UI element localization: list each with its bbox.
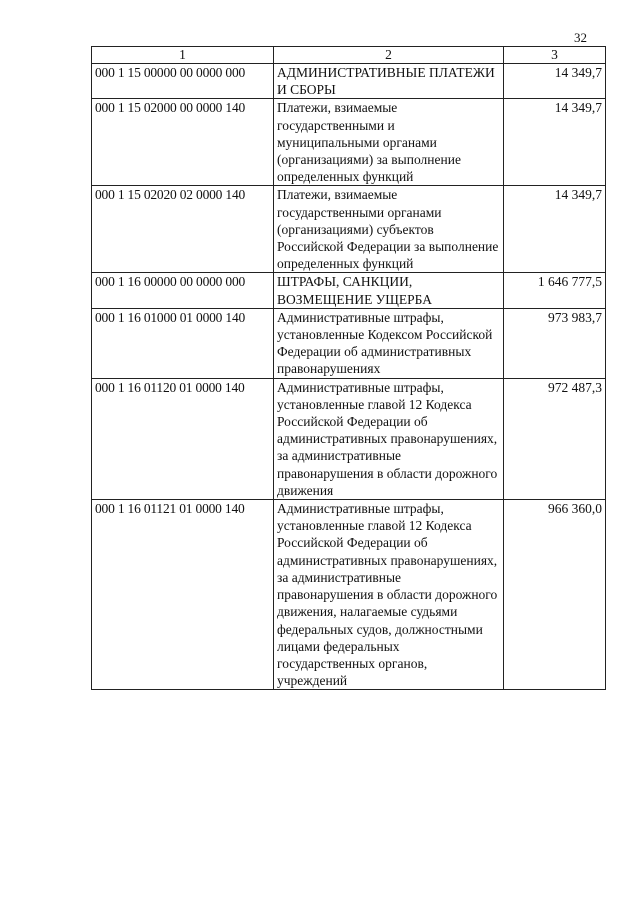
item-amount: 14 349,7 — [504, 99, 606, 186]
column-header-name: 2 — [274, 47, 504, 64]
table-row — [92, 64, 606, 99]
page-number: 32 — [574, 30, 587, 45]
budget-code: 000 1 16 01120 01 0000 140 — [92, 378, 274, 499]
item-name: АДМИНИСТРАТИВНЫЕ ПЛАТЕЖИ И СБОРЫ — [274, 64, 504, 99]
table-row — [92, 308, 606, 378]
item-name: ШТРАФЫ, САНКЦИИ, ВОЗМЕЩЕНИЕ УЩЕРБА — [274, 273, 504, 308]
table-row — [92, 378, 606, 499]
item-amount: 972 487,3 — [504, 378, 606, 499]
column-header-code: 1 — [92, 47, 274, 64]
item-name: Административные штрафы, установленные Кодексом Российской Федерации об административных правонарушениях — [274, 308, 504, 378]
item-amount: 966 360,0 — [504, 500, 606, 690]
item-name: Платежи, взимаемые государственными органами (организациями) субъектов Российской Федерации за выполнение определенных функций — [274, 186, 504, 273]
budget-code: 000 1 15 02020 02 0000 140 — [92, 186, 274, 273]
item-amount: 14 349,7 — [504, 64, 606, 99]
budget-code: 000 1 16 00000 00 0000 000 — [92, 273, 274, 308]
table-row — [92, 500, 606, 690]
budget-revenue-table — [91, 46, 606, 690]
item-name: Платежи, взимаемые государственными и муниципальными органами (организациями) за выполнение определенных функций — [274, 99, 504, 186]
table-row — [92, 273, 606, 308]
item-amount: 14 349,7 — [504, 186, 606, 273]
budget-code: 000 1 15 02000 00 0000 140 — [92, 99, 274, 186]
table-row — [92, 99, 606, 186]
item-amount: 1 646 777,5 — [504, 273, 606, 308]
budget-code: 000 1 16 01000 01 0000 140 — [92, 308, 274, 378]
table-header-row — [92, 47, 606, 64]
column-header-amount: 3 — [504, 47, 606, 64]
budget-code: 000 1 16 01121 01 0000 140 — [92, 500, 274, 690]
budget-code: 000 1 15 00000 00 0000 000 — [92, 64, 274, 99]
item-amount: 973 983,7 — [504, 308, 606, 378]
item-name: Административные штрафы, установленные главой 12 Кодекса Российской Федерации об административных правонарушениях, за административные правонарушения в области дорожного движения, налагаемые судьями федеральных судов, должностными лицами федеральных государственных органов, учреждений — [274, 500, 504, 690]
table-row — [92, 186, 606, 273]
item-name: Административные штрафы, установленные главой 12 Кодекса Российской Федерации об административных правонарушениях, за административные правонарушения в области дорожного движения — [274, 378, 504, 499]
